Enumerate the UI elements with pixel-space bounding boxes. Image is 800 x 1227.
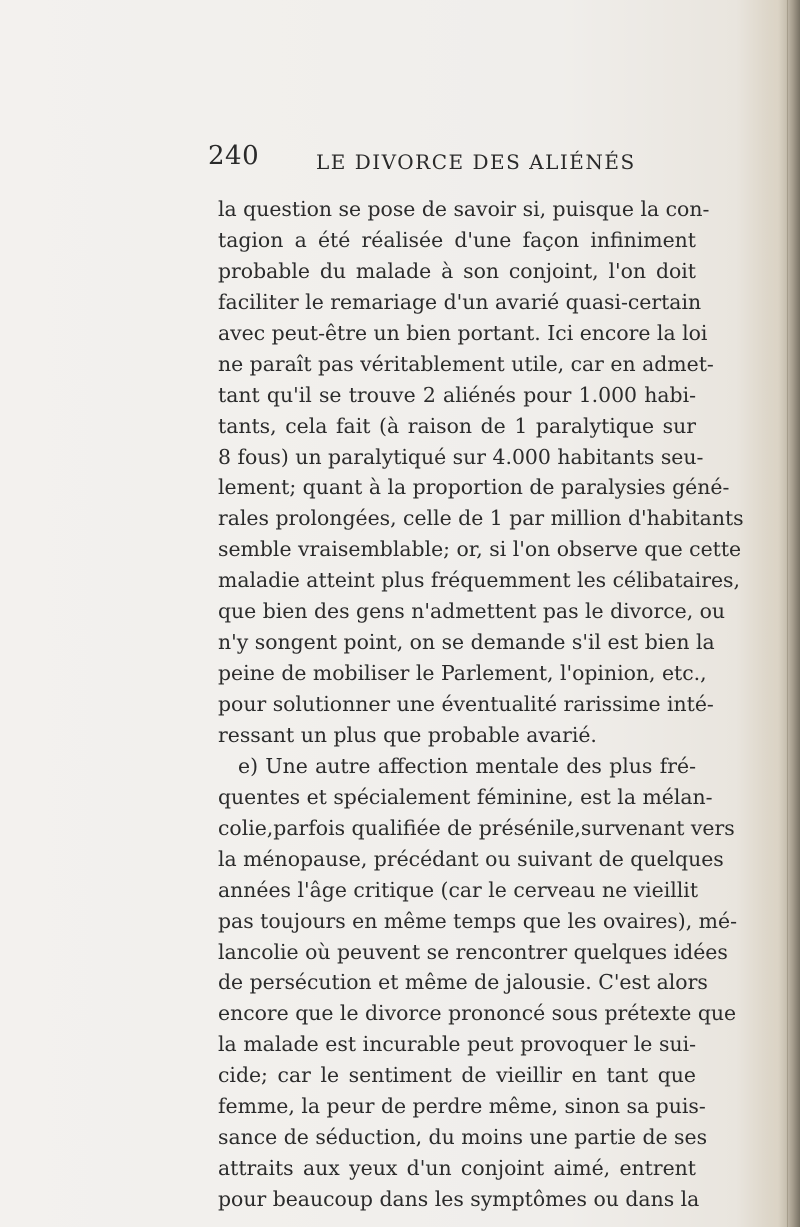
text-line: semble vraisemblable; or, si l'on observe que cette — [218, 537, 742, 562]
page-edge-line — [787, 0, 788, 1227]
text-line: lancolie où peuvent se rencontrer quelques idées — [218, 939, 728, 964]
text-line: lement; quant à la proportion de paralysies géné- — [218, 475, 730, 500]
text-line: années l'âge critique (car le cerveau ne vieillit — [218, 877, 699, 902]
text-line: tant qu'il se trouve 2 aliénés pour 1.000 habi- — [218, 382, 696, 407]
text-line: faciliter le remariage d'un avarié quasi-certain — [218, 289, 702, 314]
text-line: 8 fous) un paralytiqué sur 4.000 habitants seu- — [218, 444, 704, 469]
text-line: maladie atteint plus fréquemment les célibataires, — [218, 568, 740, 593]
text-line: tants, cela fait (à raison de 1 paralytique sur — [218, 413, 696, 438]
text-line: ne paraît pas véritablement utile, car en admet- — [218, 351, 714, 376]
text-line: pas toujours en même temps que les ovaires), mé- — [218, 908, 737, 933]
text-line: cide; car le sentiment de vieillir en tant que — [218, 1063, 696, 1088]
text-line: quentes et spécialement féminine, est la mélan- — [218, 784, 713, 809]
text-line: que bien des gens n'admettent pas le divorce, ou — [218, 599, 726, 624]
text-line: encore que le divorce prononcé sous prétexte que — [218, 1001, 737, 1026]
text-line: pour beaucoup dans les symptômes ou dans la — [218, 1187, 700, 1211]
text-line: femme, la peur de perdre même, sinon sa puis- — [218, 1094, 706, 1119]
text-line: sance de séduction, du moins une partie de ses — [218, 1125, 708, 1150]
paragraph-start-line: e) Une autre affection mentale des plus fré- — [238, 753, 696, 778]
text-line: avec peut-être un bien portant. Ici encore la loi — [218, 320, 708, 345]
body-text — [218, 194, 744, 1215]
text-line: de persécution et même de jalousie. C'est alors — [218, 970, 708, 995]
page-header — [208, 140, 728, 180]
text-line: la question se pose de savoir si, puisque la con- — [218, 197, 710, 221]
page-edge-shadow — [778, 0, 800, 1227]
text-line: pour solutionner une éventualité rarissime inté- — [218, 692, 714, 716]
text-line: attraits aux yeux d'un conjoint aimé, entrent — [218, 1156, 696, 1181]
paragraph-end-line: ressant un plus que probable avarié. — [218, 722, 597, 747]
text-line: colie,parfois qualifiée de présénile,survenant vers — [218, 815, 735, 840]
text-line: tagion a été réalisée d'une façon infiniment — [218, 227, 696, 252]
text-line: la malade est incurable peut provoquer le sui- — [218, 1032, 696, 1057]
text-line: rales prolongées, celle de 1 par million d'habitants — [218, 506, 744, 531]
running-title: LE DIVORCE DES ALIÉNÉS — [316, 150, 636, 174]
text-line: peine de mobiliser le Parlement, l'opinion, etc., — [218, 661, 707, 686]
text-line: probable du malade à son conjoint, l'on doit — [218, 258, 696, 283]
text-line: la ménopause, précédant ou suivant de quelques — [218, 846, 724, 871]
text-line: n'y songent point, on se demande s'il est bien la — [218, 630, 715, 655]
page-number: 240 — [208, 141, 260, 171]
